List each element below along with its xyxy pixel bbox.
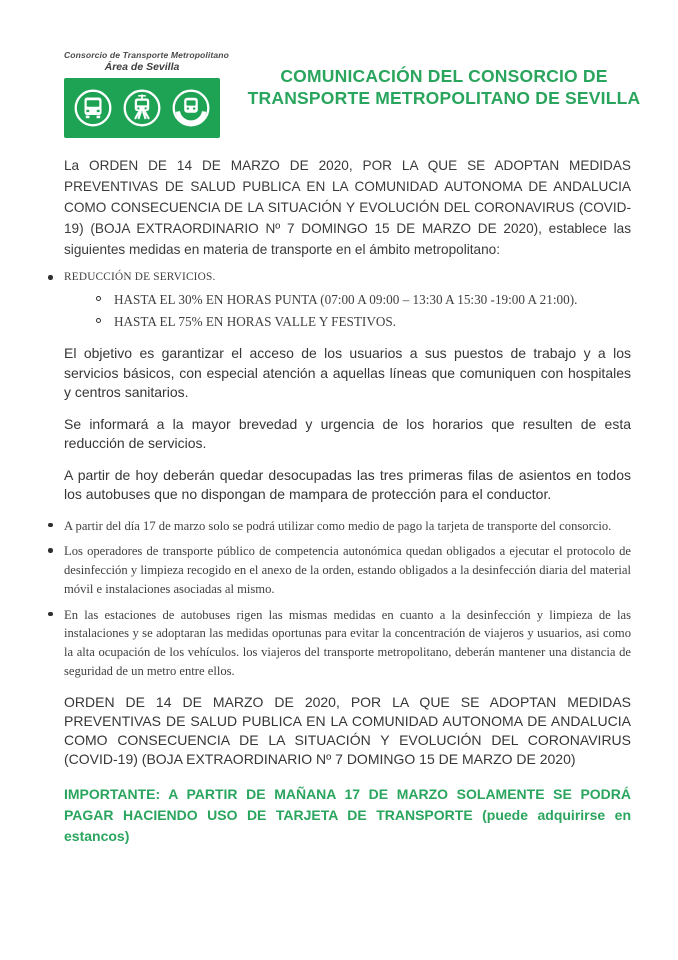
measures-heading: REDUCCIÓN DE SERVICIOS.	[64, 271, 216, 283]
bullet-marker	[46, 517, 64, 536]
bullet-marker	[46, 269, 64, 285]
page-title: COMUNICACIÓN DEL CONSORCIO DE TRANSPORTE METROPOLITANO DE SEVILLA	[247, 66, 641, 108]
list-item	[46, 542, 631, 598]
circle-bullet-marker	[94, 290, 114, 310]
stations-item: En las estaciones de autobuses rigen las mismas medidas en cuanto a la desinfección y limpieza de las instalaciones y se adoptaran las medidas oportunas para evitar la concentración de viajeros y usuarios, asi como la alta ocupación de los vehículos. los viajeros del transporte metropolitano, deberán mantener una distancia de seguridad de un metro entre ellos.	[64, 607, 631, 679]
bullet-marker	[46, 606, 64, 681]
logo-transport-icons	[64, 78, 220, 138]
important-notice: IMPORTANTE: A PARTIR DE MAÑANA 17 DE MARZO SOLAMENTE SE PODRÁ PAGAR HACIENDO USO DE TARJETA DE TRANSPORTE (puede adquirirse en estancos)	[64, 785, 631, 844]
consortium-logo	[64, 50, 229, 138]
seating-paragraph: A partir de hoy deberán quedar desocupadas las tres primeras filas de asientos en todos los autobuses que no dispongan de mampara de protección para el conductor.	[64, 466, 631, 502]
train-icon	[122, 88, 162, 128]
circle-bullet-marker	[94, 312, 114, 332]
document-header	[0, 0, 678, 138]
logo-org-name: Consorcio de Transporte Metropolitano	[64, 50, 229, 60]
schedule-info-paragraph: Se informará a la mayor brevedad y urgencia de los horarios que resulten de esta reducción de servicios.	[64, 415, 631, 451]
order-reference-paragraph: ORDEN DE 14 DE MARZO DE 2020, POR LA QUE SE ADOPTAN MEDIDAS PREVENTIVAS DE SALUD PUBLICA EN LA COMUNIDAD AUTONOMA DE ANDALUCIA COMO CONSECUENCIA DE LA SITUACIÓN Y EVOLUCIÓN DEL CORONAVIRUS (COVID-19) (BOJA EXTRAORDINARIO Nº 7 DOMINGO 15 DE MARZO DE 2020)	[64, 693, 631, 767]
list-item	[46, 269, 631, 285]
document-body	[0, 155, 678, 847]
logo-area-name: Área de Sevilla	[104, 61, 180, 73]
additional-measures-list	[46, 517, 631, 681]
disinfection-item: Los operadores de transporte público de competencia autonómica quedan obligados a ejecutar el protocolo de desinfección y limpieza recogido en el anexo de la orden, estando obligados a la desinfección diaria del material móvil e instalaciones asociadas al mismo.	[64, 544, 631, 596]
measures-list	[46, 269, 631, 285]
list-item	[46, 517, 631, 536]
sub-item-peak-hours: HASTA EL 30% EN HORAS PUNTA (07:00 A 09:00 – 13:30 A 15:30 -19:00 A 21:00).	[114, 292, 578, 307]
list-item	[94, 290, 631, 310]
objective-paragraph: El objetivo es garantizar el acceso de los usuarios a sus puestos de trabajo y a los servicios básicos, con especial atención a aquellas líneas que comuniquen con hospitales y centros sanitarios.	[64, 345, 631, 400]
measures-sub-list	[94, 290, 631, 332]
sub-item-off-peak: HASTA EL 75% EN HORAS VALLE Y FESTIVOS.	[114, 314, 396, 329]
bullet-marker	[46, 542, 64, 598]
list-item	[94, 312, 631, 332]
bus-icon	[73, 88, 113, 128]
intro-paragraph: La ORDEN DE 14 DE MARZO DE 2020, POR LA QUE SE ADOPTAN MEDIDAS PREVENTIVAS DE SALUD PUBLICA EN LA COMUNIDAD AUTONOMA DE ANDALUCIA COMO CONSECUENCIA DE LA SITUACIÓN Y EVOLUCIÓN DEL CORONAVIRUS (COVID-19) (BOJA EXTRAORDINARIO Nº 7 DOMINGO 15 DE MARZO DE 2020), establece las siguientes medidas en materia de transporte en el ámbito metropolitano:	[64, 158, 631, 257]
payment-card-item: A partir del día 17 de marzo solo se podrá utilizar como medio de pago la tarjeta de transporte del consorcio.	[64, 518, 612, 533]
list-item	[46, 606, 631, 681]
metro-icon	[171, 88, 211, 128]
